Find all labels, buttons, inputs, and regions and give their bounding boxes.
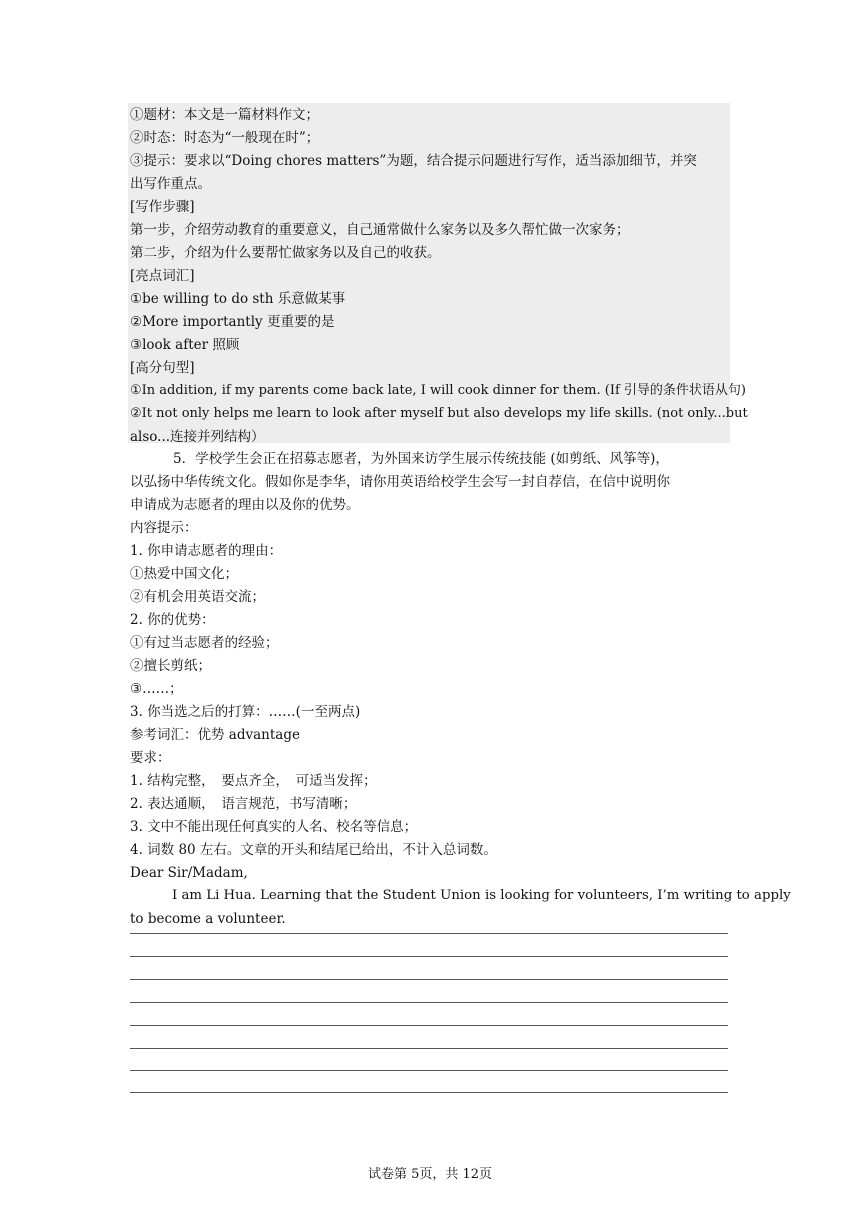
guidance-line: ②时态：时态为“一般现在时”； [130,130,320,146]
requirement: 3. 文中不能出现任何真实的人名、校名等信息； [130,819,418,835]
guidance-line: ③提示：要求以“Doing chores matters”为题，结合提示问题进行写作，适当添加细节，并突 [130,153,697,169]
content-hint: 2. 你的优势： [130,612,215,628]
writing-line[interactable] [130,933,728,934]
content-hint: ②有机会用英语交流； [130,589,265,605]
writing-line[interactable] [130,1048,728,1049]
guidance-line: 出写作重点。 [130,176,211,192]
writing-line[interactable] [130,1025,728,1026]
writing-line[interactable] [130,1002,728,1003]
content-hint: ①有过当志愿者的经验； [130,635,279,651]
writing-line[interactable] [130,956,728,957]
content-hint: ②擅长剪纸； [130,658,211,674]
content-hint: 1. 你申请志愿者的理由： [130,543,283,559]
requirement: 2. 表达通顺， 语言规范，书写清晰； [130,796,357,812]
content-hints-heading: 内容提示： [130,520,198,536]
reference-vocab: 参考词汇：优势 advantage [130,727,300,743]
letter-opening: to become a volunteer. [130,911,286,927]
content-hint: ③……； [130,681,183,697]
requirements-heading: 要求： [130,750,171,766]
guidance-line: ①be willing to do sth 乐意做某事 [130,291,346,307]
writing-line[interactable] [130,1092,728,1093]
question-5-prompt: 申请成为志愿者的理由以及你的优势。 [130,497,360,513]
guidance-line: ②It not only helps me learn to look after myself but also develops my life skills. (not only...but [130,406,748,421]
guidance-line: ①题材：本文是一篇材料作文； [130,107,319,123]
content-hint: 3. 你当选之后的打算：……(一至两点) [130,704,361,720]
letter-salutation: Dear Sir/Madam, [130,865,248,881]
requirement: 4. 词数 80 左右。文章的开头和结尾已给出，不计入总词数。 [130,842,497,858]
section-heading-steps: [写作步骤] [130,199,195,215]
content-hint: ①热爱中国文化； [130,566,238,582]
writing-line[interactable] [130,979,728,980]
guidance-line: ①In addition, if my parents come back late, I will cook dinner for them. (If 引导的条件状语从句) [130,383,746,398]
question-5-prompt: 5．学校学生会正在招募志愿者，为外国来访学生展示传统技能 (如剪纸、风筝等)， [173,451,669,467]
page-footer: 试卷第 5页，共 12页 [367,1167,493,1182]
writing-line[interactable] [130,1070,728,1071]
section-heading-sentences: [高分句型] [130,360,195,376]
letter-opening: I am Li Hua. Learning that the Student Union is looking for volunteers, I’m writing to apply [172,888,791,903]
requirement: 1. 结构完整， 要点齐全， 可适当发挥； [130,773,377,789]
guidance-line: 第二步，介绍为什么要帮忙做家务以及自己的收获。 [130,245,441,261]
guidance-line: ③look after 照顾 [130,337,240,353]
guidance-line: 第一步，介绍劳动教育的重要意义，自己通常做什么家务以及多久帮忙做一次家务； [130,222,630,238]
guidance-line: ②More importantly 更重要的是 [130,314,335,330]
guidance-line: also...连接并列结构） [130,429,265,445]
section-heading-vocab: [亮点词汇] [130,268,195,284]
question-5-prompt: 以弘扬中华传统文化。假如你是李华，请你用英语给校学生会写一封自荐信，在信中说明你 [130,474,670,490]
